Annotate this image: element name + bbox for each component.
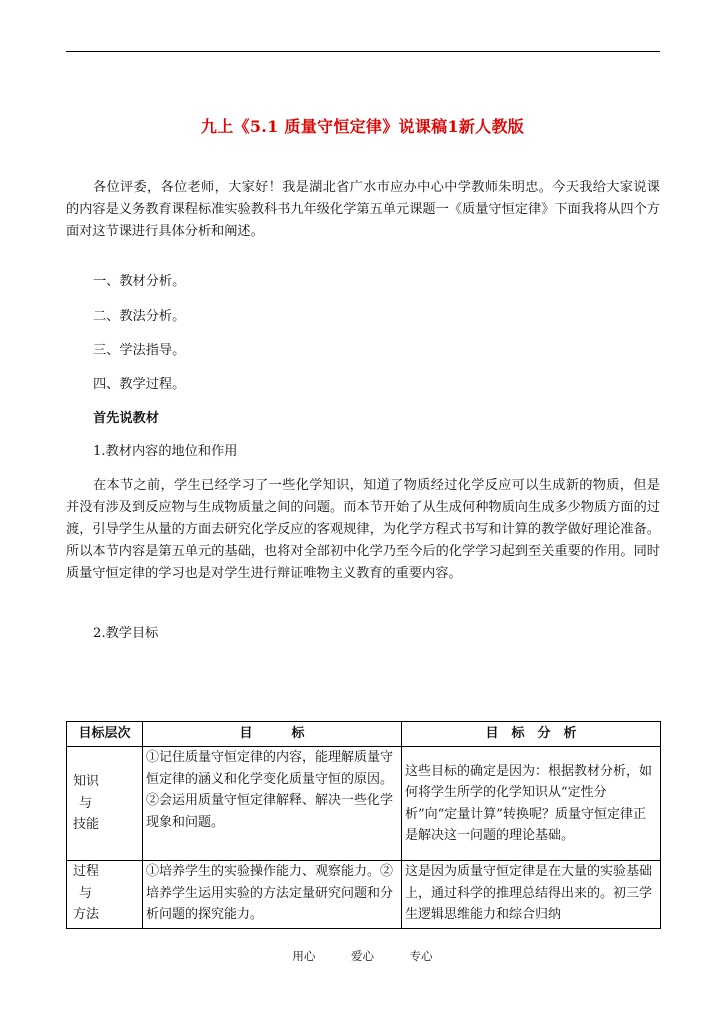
intro-paragraph: 各位评委，各位老师，大家好！我是湖北省广水市应办中心中学教师朱明忠。今天我给大家说课的内容是义务教育课程标准实验教科书九年级化学第五单元课题一《质量守恒定律》下面我将从四个方面对这节课进行具体分析和阐述。 [66, 180, 660, 239]
goal-cell: ①培养学生的实验操作能力、观察能力。②培养学生运用实验的方法定量研究问题和分析问题的探究能力。 [143, 861, 402, 929]
analysis-cell: 这些目标的确定是因为：根据教材分析，如何将学生所学的化学知识从“定性分析”向“定量计算”转换呢？质量守恒定律正是解决这一问题的理论基础。 [402, 747, 661, 861]
body-paragraph-1: 在本节之前，学生已经学习了一些化学知识，知道了物质经过化学反应可以生成新的物质，但是并没有涉及到反应物与生成物质量之间的问题。而本节开始了从生成何种物质向生成多少物质方面的过渡，引导学生从量的方面去研究化学反应的客观规律，为化学方程式书写和计算的教学做好理论准备。所以本节内容是第五单元的基础，也将对全部初中化学乃至今后的化学学习起到至关重要的作用。同时质量守恒定律的学习也是对学生进行辩证唯物主义教育的重要内容。 [66, 478, 660, 581]
section-heading: 首先说教材 [93, 411, 159, 426]
outline-item-3: 三、学法指导。 [93, 343, 186, 358]
outline-item-2: 二、教法分析。 [93, 309, 186, 324]
footer-text-2: 爱心 [351, 949, 374, 963]
outline-item-1: 一、教材分析。 [93, 274, 186, 289]
header-goal: 目 标 [143, 722, 402, 747]
analysis-cell: 这是因为质量守恒定律是在大量的实验基础上，通过科学的推理总结得出来的。初三学生逻辑思维能力和综合归纳 [402, 861, 661, 929]
header-level: 目标层次 [67, 722, 143, 747]
table-header-row [67, 722, 661, 747]
outline-item-4: 四、教学过程。 [93, 377, 186, 392]
goal-cell: ①记住质量守恒定律的内容，能理解质量守恒定律的涵义和化学变化质量守恒的原因。②会运用质量守恒定律解释、解决一些化学现象和问题。 [143, 747, 402, 861]
table-row [67, 861, 661, 929]
table-row [67, 747, 661, 861]
header-rule [66, 51, 660, 52]
header-analysis: 目 标 分 析 [402, 722, 661, 747]
footer-text-3: 专心 [409, 949, 433, 963]
level-cell: 过程 与 方法 [67, 861, 143, 929]
goals-table [66, 721, 661, 929]
page-footer [0, 948, 725, 964]
subheading-2: 2.教学目标 [93, 626, 159, 641]
level-cell: 知识 与 技能 [67, 747, 143, 861]
footer-text-1: 用心 [292, 949, 316, 963]
document-title: 九上《5.1 质量守恒定律》说课稿1新人教版 [200, 117, 525, 136]
subheading-1: 1.教材内容的地位和作用 [93, 444, 238, 459]
